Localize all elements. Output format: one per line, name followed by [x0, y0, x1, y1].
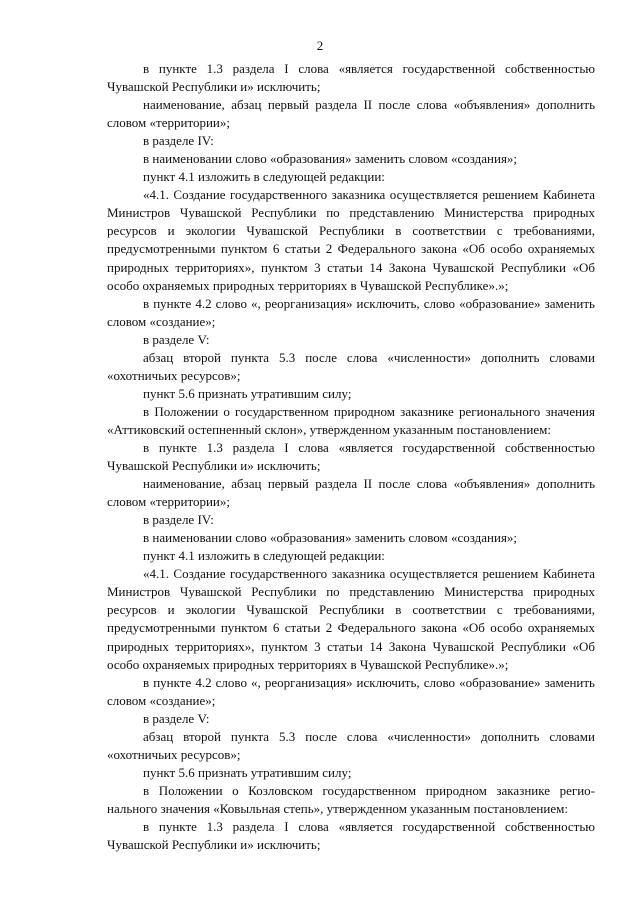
- paragraph: в пункте 4.2 слово «, реорганизация» исключить, слово «образование» заменить словом «создание»;: [107, 295, 595, 329]
- paragraph: пункт 5.6 признать утратившим силу;: [143, 385, 352, 401]
- paragraph: в пункте 1.3 раздела I слова «является государственной собственностью Чувашской Республики и» исключить;: [107, 439, 595, 474]
- page-number: 2: [316, 38, 324, 53]
- paragraph: пункт 5.6 признать утратившим силу;: [143, 764, 352, 780]
- paragraph: в разделе V:: [143, 331, 210, 347]
- paragraph: в разделе IV:: [143, 512, 214, 528]
- paragraph: наименование, абзац первый раздела II после слова «объявления» дополнить словом «территории»;: [107, 476, 595, 510]
- paragraph: «4.1. Создание государственного заказника осуществляется решением Кабинета Министров Чувашской Республики по представлению Министерства природных ресурсов и экологии Чувашской Республики в соответствии с требованиями, предусмотренными пунктом 6 статьи 2 Федерального закона «Об особо охраняемых природных территориях», пунктом 3 статьи 14 Закона Чувашской Республики «Об особо охраняемых природных территориях в Чувашской Республике».»;: [107, 187, 595, 293]
- paragraph: в наименовании слово «образования» заменить словом «создания»;: [143, 530, 518, 546]
- paragraph: абзац второй пункта 5.3 после слова «численности» дополнить словами «охотничьих ресурсов»;: [107, 349, 595, 383]
- paragraph: в Положении о Козловском государственном природном заказнике регионального значения «Ковыльная степь», утвержденном указанным постановлением:: [107, 782, 595, 816]
- document-body: [107, 60, 595, 854]
- paragraph: в наименовании слово «образования» заменить словом «создания»;: [143, 151, 518, 167]
- paragraph: в Положении о государственном природном заказнике регионального значения «Аттиковский остепненный склон», утвержденном указанным постановлением:: [107, 403, 595, 437]
- paragraph: пункт 4.1 изложить в следующей редакции:: [143, 548, 385, 564]
- paragraph: абзац второй пункта 5.3 после слова «численности» дополнить словами «охотничьих ресурсов»;: [107, 728, 595, 762]
- paragraph: в пункте 4.2 слово «, реорганизация» исключить, слово «образование» заменить словом «создание»;: [107, 674, 595, 708]
- paragraph: в разделе V:: [143, 710, 210, 726]
- paragraph: «4.1. Создание государственного заказника осуществляется решением Кабинета Министров Чувашской Республики по представлению Министерства природных ресурсов и экологии Чувашской Республики в соответствии с требованиями, предусмотренными пунктом 6 статьи 2 Федерального закона «Об особо охраняемых природных территориях», пунктом 3 статьи 14 Закона Чувашской Республики «Об особо охраняемых природных территориях в Чувашской Республике».»;: [107, 566, 595, 672]
- paragraph: в пункте 1.3 раздела I слова «является государственной собственностью Чувашской Республики и» исключить;: [107, 61, 595, 95]
- paragraph: пункт 4.1 изложить в следующей редакции:: [143, 169, 385, 185]
- paragraph: в пункте 1.3 раздела I слова «является государственной собственностью Чувашской Республики и» исключить;: [107, 818, 595, 853]
- paragraph: наименование, абзац первый раздела II после слова «объявления» дополнить словом «территории»;: [107, 97, 595, 131]
- paragraph: в разделе IV:: [143, 133, 214, 149]
